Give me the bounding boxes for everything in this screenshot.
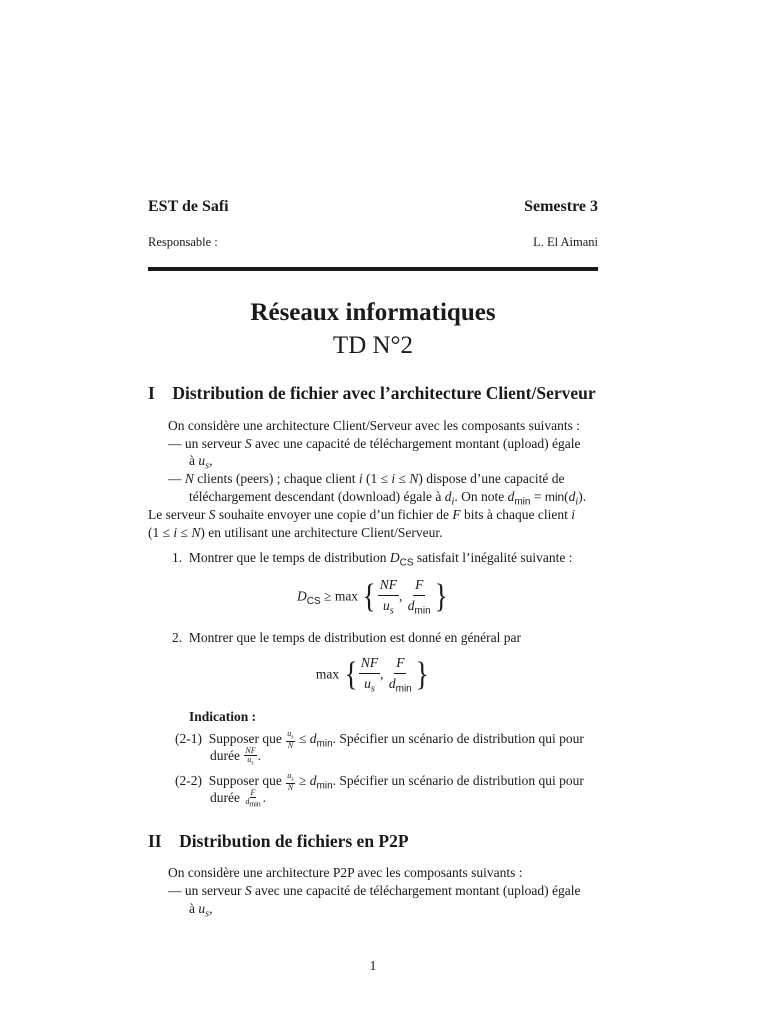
section-2-bullet-1-cont: à $u_s$, [189,901,213,920]
section-1-bullet-2: — N clients (peers) ; chaque client i (1 ≤ i ≤ N) dispose d’une capacité de [168,471,565,486]
responsable-label: Responsable : [148,235,218,249]
section-1-heading [148,382,596,404]
hint-2-2-cont: durée $\frac{F}{d_{min}}$ . [210,788,267,809]
section-2-title: Distribution de fichiers en P2P [179,831,409,851]
question-1: 1. Montrer que le temps de distribution $D_{CS}$ satisfait l’inégalité suivante : [172,550,573,569]
section-2-bullet-1: — un serveur S avec une capacité de téléchargement montant (upload) égale [168,883,581,898]
hint-2-1: (2-1) Supposer que $\frac{u_s}{N}$ ≤ $d_{min}$. Spécifier un scénario de distribution qui pour [175,729,584,750]
header-rule [148,267,598,271]
section-1-bullet-1: — un serveur S avec une capacité de téléchargement montant (upload) égale [168,436,581,451]
formula-2: max { $\frac{NF}{u_s}$ , $\frac{F}{d_{min}}$ } [315,655,429,695]
section-2-number: II [148,831,162,851]
hint-2-1-cont: durée $\frac{NF}{u_s}$ . [210,746,261,767]
section-1-intro: On considère une architecture Client/Serveur avec les composants suivants : [168,418,580,433]
section-1-paragraph: Le serveur S souhaite envoyer une copie d’un fichier de F bits à chaque client i [148,507,575,522]
formula-1: $D_{CS} \ge \max$ { $\frac{NF}{u_s}$ , $\frac{F}{d_{min}}$ } [297,577,448,617]
document-subtitle: TD N°2 [332,332,414,359]
page-number: 1 [369,958,377,973]
school-name: EST de Safi [148,198,229,215]
section-2-intro: On considère une architecture P2P avec les composants suivants : [168,865,523,880]
section-1-number: I [148,383,155,403]
indication-label: Indication : [189,709,257,724]
document-title: Réseaux informatiques [250,299,496,326]
author-name: L. El Aimani [533,235,598,249]
section-1-paragraph-cont: (1 ≤ i ≤ N) en utilisant une architecture Client/Serveur. [148,525,443,540]
question-2: 2. Montrer que le temps de distribution est donné en général par [172,630,522,645]
semester-label: Semestre 3 [524,198,598,215]
section-2-heading [148,830,409,852]
section-1-bullet-2-cont: téléchargement descendant (download) égale à $d_i$. On note $d_{min} = \min(d_i)$. [189,489,587,508]
section-1-title: Distribution de fichier avec l’architecture Client/Serveur [172,383,596,403]
hint-2-2: (2-2) Supposer que $\frac{u_s}{N}$ ≥ $d_{min}$. Spécifier un scénario de distribution qui pour [175,771,584,792]
section-1-bullet-1-cont: à $u_s$, [189,453,213,472]
